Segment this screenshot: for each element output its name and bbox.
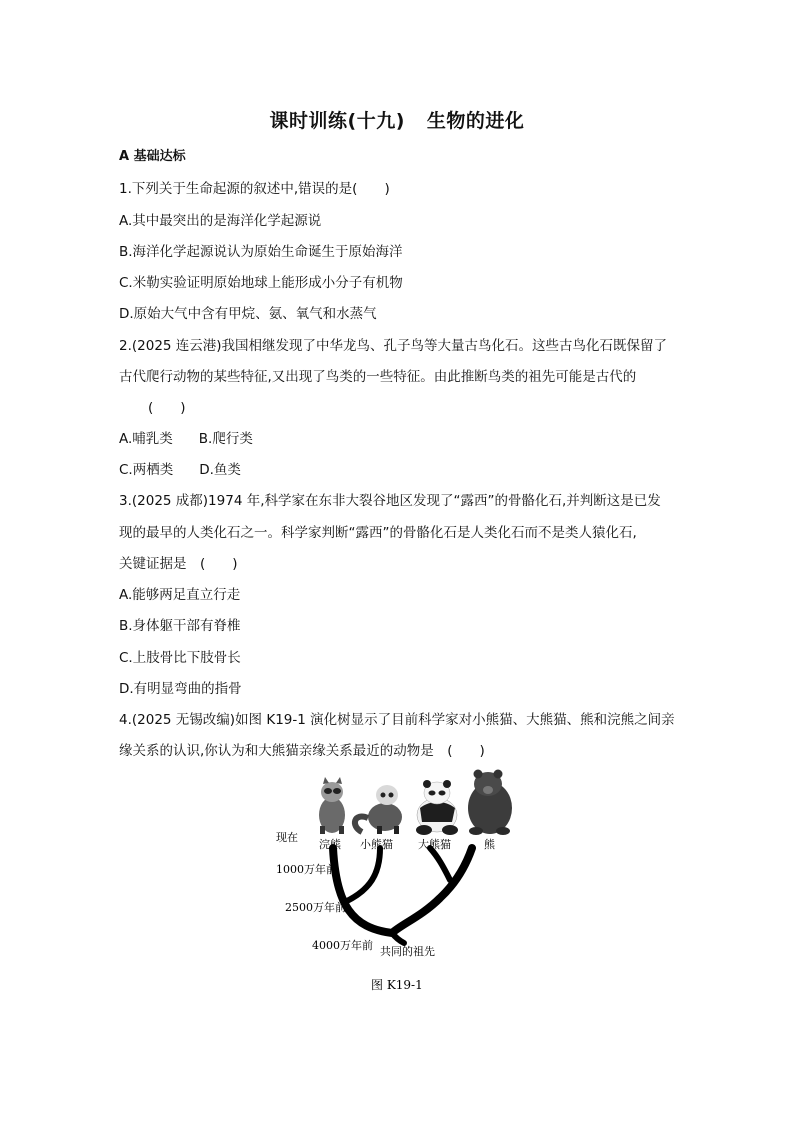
q3-stem-line3: 关键证据是 ( ) (119, 556, 238, 572)
label-time-4000: 4000万年前 (312, 939, 373, 952)
q3-stem-line1: 3.(2025 成都)1974 年,科学家在东非大裂谷地区发现了“露西”的骨骼化石,并判断这是已发 (119, 493, 661, 509)
title-lesson: 课时训练(十九) (269, 110, 405, 132)
q2-stem-line1: 2.(2025 连云港)我国相继发现了中华龙鸟、孔子鸟等大量古鸟化石。这些古鸟化石既保留了 (119, 338, 668, 354)
q2-option-b: B.爬行类 (198, 431, 253, 447)
label-time-2500: 2500万年前 (285, 901, 346, 914)
q3-option-a: A.能够两足直立行走 (119, 587, 241, 603)
q2-stem-line2: 古代爬行动物的某些特征,又出现了鸟类的一些特征。由此推断鸟类的祖先可能是古代的 (119, 369, 637, 385)
giant-panda-image (416, 780, 458, 835)
label-giant-panda: 大熊猫 (418, 838, 451, 851)
tree-branches (333, 848, 472, 943)
label-raccoon: 浣熊 (319, 838, 341, 851)
figure-caption: 图 K19-1 (371, 978, 423, 992)
label-bear: 熊 (484, 838, 495, 851)
q1-option-a: A.其中最突出的是海洋化学起源说 (119, 213, 322, 229)
label-common-ancestor: 共同的祖先 (380, 945, 435, 958)
q2-option-d: D.鱼类 (199, 462, 241, 478)
q1-option-c: C.米勒实验证明原始地球上能形成小分子有机物 (119, 275, 403, 291)
label-time-1000: 1000万年前 (276, 863, 337, 876)
q3-stem-line2: 现的最早的人类化石之一。科学家判断“露西”的骨骼化石是人类化石而不是类人猿化石, (119, 525, 637, 541)
q2-option-a: A.哺乳类 (119, 431, 173, 447)
label-now: 现在 (276, 831, 298, 844)
q1-option-d: D.原始大气中含有甲烷、氨、氧气和水蒸气 (119, 306, 377, 322)
section-heading: A 基础达标 (119, 149, 186, 164)
title-topic: 生物的进化 (426, 110, 525, 132)
q3-option-b: B.身体躯干部有脊椎 (119, 618, 241, 634)
q4-stem-line1: 4.(2025 无锡改编)如图 K19-1 演化树显示了目前科学家对小熊猫、大熊猫、熊和浣熊之间亲 (119, 712, 675, 728)
label-red-panda: 小熊猫 (360, 838, 393, 851)
q4-stem-line2: 缘关系的认识,你认为和大熊猫亲缘关系最近的动物是 ( ) (119, 743, 485, 759)
q3-option-c: C.上肢骨比下肢骨长 (119, 650, 241, 666)
q2-option-c: C.两栖类 (119, 462, 174, 478)
q3-option-d: D.有明显弯曲的指骨 (119, 681, 242, 697)
raccoon-image (319, 777, 345, 834)
bear-image (468, 770, 512, 836)
q1-option-b: B.海洋化学起源说认为原始生命诞生于原始海洋 (119, 244, 403, 260)
q2-answer-paren: ( ) (148, 400, 186, 416)
red-panda-image (355, 785, 402, 834)
q1-stem: 1.下列关于生命起源的叙述中,错误的是( ) (119, 181, 390, 197)
